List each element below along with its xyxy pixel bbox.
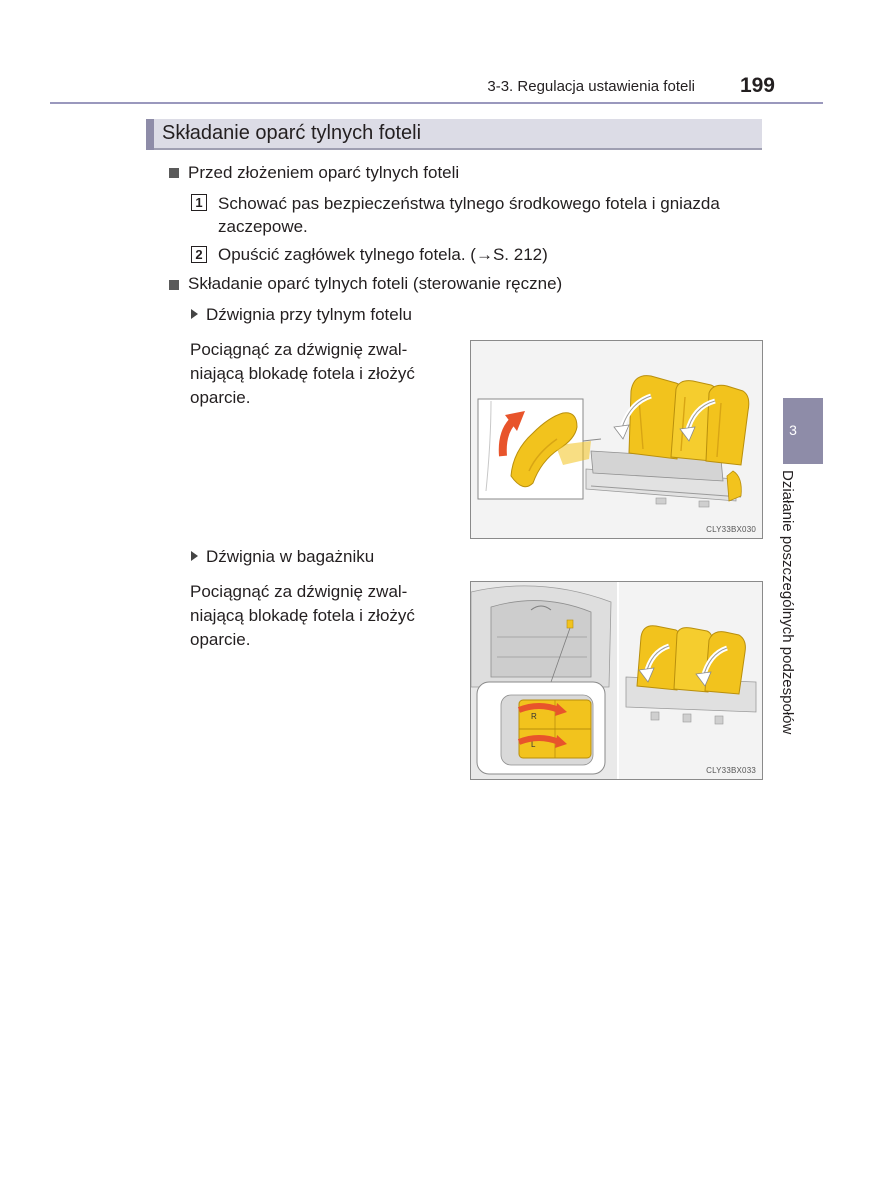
figure-trunk-lever (470, 581, 763, 780)
bullet-square-icon (169, 280, 179, 290)
chapter-header: 3-3. Regulacja ustawienia foteli (487, 78, 695, 95)
svg-text:R: R (531, 712, 537, 721)
page-number: 199 (739, 74, 775, 97)
step-number: 2 (191, 246, 207, 263)
section-accent (146, 119, 154, 150)
instruction-line: oparcie. (190, 388, 251, 407)
svg-text:L: L (531, 740, 536, 749)
header-rule (50, 102, 823, 104)
seat-lever-illustration (471, 341, 763, 539)
trunk-lever-illustration (471, 582, 763, 780)
instruction-line: Pociągnąć za dźwignię zwal- (190, 582, 408, 601)
subheading-manual-folding: Składanie oparć tylnych foteli (sterowanie ręczne) (188, 274, 563, 293)
instruction-line: niającą blokadę fotela i złożyć (190, 364, 415, 383)
section-title: Składanie oparć tylnych foteli (162, 122, 422, 144)
instruction-line: Pociągnąć za dźwignię zwal- (190, 340, 408, 359)
chapter-number: 3 (789, 422, 797, 438)
figure-code: CLY33BX033 (706, 766, 756, 775)
chapter-side-label: Działanie poszczególnych podzespołów (779, 470, 796, 735)
bullet-square-icon (169, 168, 179, 178)
step-number: 1 (191, 194, 207, 211)
step-text-line: Schować pas bezpieczeństwa tylnego środkowego fotela i gniazda (218, 194, 720, 213)
figure-seat-lever (470, 340, 763, 539)
lever-label: Dźwignia przy tylnym fotelu (206, 305, 412, 324)
step-text: Opuścić zagłówek tylnego fotela. (→S. 212) (218, 245, 548, 264)
step-text-line: zaczepowe. (218, 217, 308, 236)
triangle-bullet-icon (191, 551, 198, 561)
lever-label: Dźwignia w bagażniku (206, 547, 375, 566)
figure-code: CLY33BX030 (706, 525, 756, 534)
triangle-bullet-icon (191, 309, 198, 319)
instruction-line: oparcie. (190, 630, 251, 649)
instruction-line: niającą blokadę fotela i złożyć (190, 606, 415, 625)
subheading-before-folding: Przed złożeniem oparć tylnych foteli (188, 163, 460, 182)
